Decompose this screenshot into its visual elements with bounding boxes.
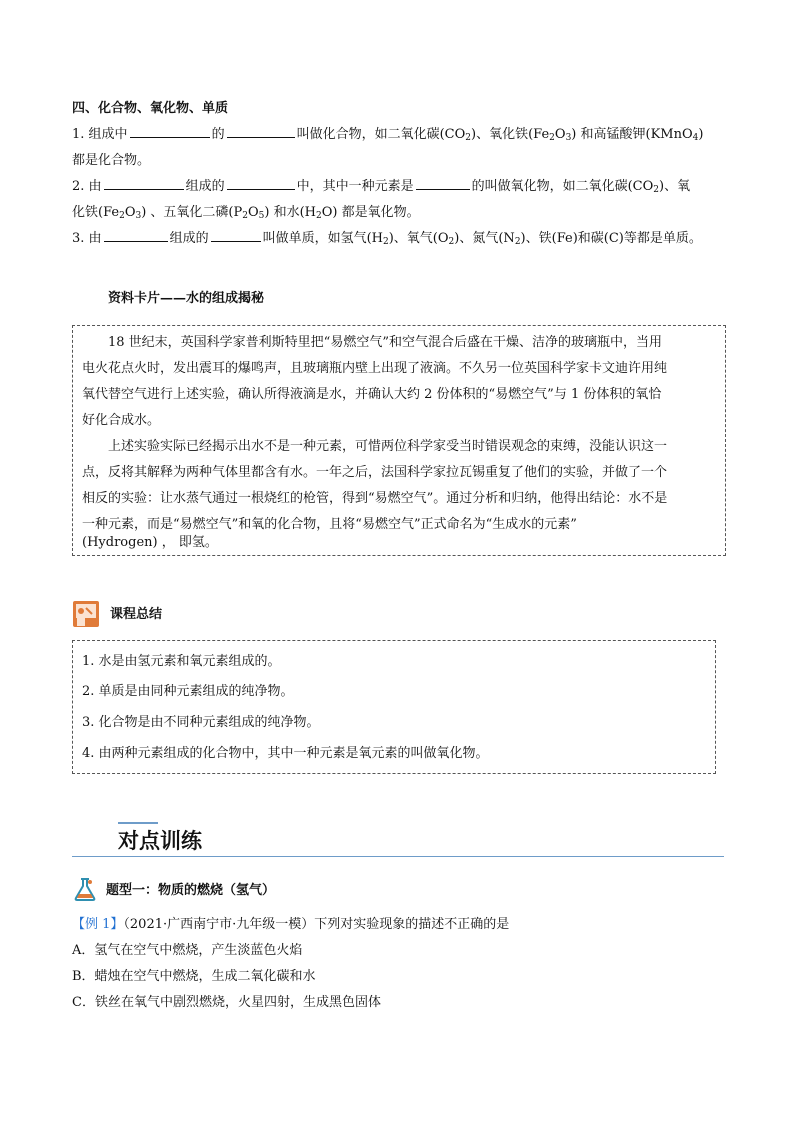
item-text: O) 都是氧化物。 bbox=[321, 205, 420, 220]
item-text: ) bbox=[698, 127, 704, 142]
item-2-line-1 bbox=[72, 174, 732, 203]
summary-item: 2. 单质是由同种元素组成的纯净物。 bbox=[82, 684, 294, 699]
item-text: 组成中 bbox=[88, 127, 128, 142]
item-text: ) 和水(H bbox=[264, 205, 317, 220]
card-para-line: (Hydrogen) ， 即氢。 bbox=[82, 535, 218, 550]
option-b[interactable]: B．蜡烛在空气中燃烧，生成二氧化碳和水 bbox=[72, 969, 316, 984]
subscript: 2 bbox=[448, 237, 455, 247]
card-para-line: 电火花点火时，发出震耳的爆鸣声，且玻璃瓶内壁上出现了液滴。不久另一位英国科学家卡文迪许用纯 bbox=[82, 361, 668, 376]
item-text: 的 bbox=[211, 127, 225, 142]
item-text: 叫做单质，如氢气(H bbox=[262, 231, 383, 246]
fill-blank[interactable] bbox=[227, 175, 295, 190]
card-para-line: 点，反将其解释为两种气体里都含有水。一年之后，法国科学家拉瓦锡重复了他们的实验，并做了一个 bbox=[82, 465, 668, 480]
item-text: )、铁(Fe)和碳(C)等都是单质。 bbox=[520, 231, 702, 246]
item-text: ) 、五氧化二磷(P bbox=[141, 205, 243, 220]
option-a[interactable]: A．氢气在空气中燃烧，产生淡蓝色火焰 bbox=[72, 943, 303, 958]
summary-item: 4. 由两种元素组成的化合物中，其中一种元素是氧元素的叫做氧化物。 bbox=[82, 746, 489, 761]
card-para-line: 好化合成水。 bbox=[82, 413, 161, 428]
example-question bbox=[72, 912, 509, 938]
title-divider bbox=[72, 856, 724, 857]
option-c[interactable]: C．铁丝在氧气中剧烈燃烧，火星四射，生成黑色固体 bbox=[72, 995, 381, 1010]
subscript: 2 bbox=[653, 185, 660, 195]
flask-icon bbox=[72, 876, 98, 902]
card-para-line: 18 世纪末，英国科学家普利斯特里把“易燃空气”和空气混合后盛在干燥、洁净的玻璃瓶中，当用 bbox=[108, 335, 662, 350]
item-text: O bbox=[554, 127, 566, 142]
fill-blank[interactable] bbox=[130, 123, 210, 138]
item-number: 1. bbox=[72, 127, 85, 142]
card-para-line: 相反的实验：让水蒸气通过一根烧红的枪管，得到“易燃空气”。通过分析和归纳，他得出结论：水不是 bbox=[82, 491, 668, 506]
example-source: （2021·广西南宁市·九年级一模）下列对实验现象的描述不正确的是 bbox=[123, 917, 510, 932]
item-text: 由 bbox=[88, 179, 102, 194]
subscript: 2 bbox=[119, 211, 125, 221]
item-text: )、氧化铁(Fe bbox=[471, 127, 550, 142]
subscript: 3 bbox=[565, 133, 572, 143]
card-para-line: 氧代替空气进行上述实验，确认所得液滴是水，并确认大约 2 份体积的“易燃空气”与 1 份体积的氧恰 bbox=[82, 387, 662, 402]
subscript: 2 bbox=[549, 133, 555, 143]
item-text: 化铁(Fe bbox=[72, 205, 120, 220]
example-tag: 【例 1】 bbox=[72, 917, 124, 932]
item-text: )、氮气(N bbox=[454, 231, 515, 246]
card-title: 资料卡片——水的组成揭秘 bbox=[108, 291, 265, 306]
item-text: O bbox=[124, 205, 136, 220]
section-heading: 四、化合物、氧化物、单质 bbox=[72, 101, 229, 116]
subscript: 2 bbox=[465, 133, 471, 143]
subscript: 2 bbox=[514, 237, 521, 247]
subscript: 3 bbox=[135, 211, 142, 221]
fill-blank[interactable] bbox=[227, 123, 295, 138]
fill-blank[interactable] bbox=[104, 175, 184, 190]
item-text: 叫做化合物，如二氧化碳(CO bbox=[296, 127, 466, 142]
item-3-line-1 bbox=[72, 226, 732, 255]
item-text: 由 bbox=[88, 231, 102, 246]
item-number: 2. bbox=[72, 179, 85, 194]
subscript: 4 bbox=[692, 133, 699, 143]
item-2-line-2 bbox=[72, 200, 732, 229]
summary-title: 课程总结 bbox=[110, 607, 163, 622]
item-text: 中，其中一种元素是 bbox=[296, 179, 414, 194]
item-text: 组成的 bbox=[185, 179, 225, 194]
subscript: 2 bbox=[242, 211, 248, 221]
teacher-icon bbox=[72, 600, 100, 628]
item-text: )、氧气(O bbox=[388, 231, 449, 246]
training-title: 对点训练 bbox=[118, 828, 202, 853]
fill-blank[interactable] bbox=[104, 227, 168, 242]
item-text: 的叫做氧化物，如二氧化碳(CO bbox=[471, 179, 654, 194]
summary-item: 1. 水是由氢元素和氧元素组成的。 bbox=[82, 654, 281, 669]
item-text: 组成的 bbox=[169, 231, 209, 246]
subscript: 2 bbox=[316, 211, 322, 221]
card-para-line: 上述实验实际已经揭示出水不是一种元素，可惜两位科学家受当时错误观念的束缚，没能认识这一 bbox=[108, 439, 668, 454]
summary-item: 3. 化合物是由不同种元素组成的纯净物。 bbox=[82, 715, 320, 730]
subscript: 5 bbox=[258, 211, 265, 221]
fill-blank[interactable] bbox=[211, 227, 261, 242]
item-1-line-1 bbox=[72, 122, 732, 151]
subscript: 2 bbox=[383, 237, 389, 247]
item-text: )、氧 bbox=[659, 179, 691, 194]
item-text: ) 和高锰酸钾(KMnO bbox=[571, 127, 693, 142]
item-text: O bbox=[247, 205, 259, 220]
item-number: 3. bbox=[72, 231, 85, 246]
question-type-label: 题型一：物质的燃烧（氢气） bbox=[106, 883, 276, 898]
item-1-line-2: 都是化合物。 bbox=[72, 153, 151, 168]
fill-blank[interactable] bbox=[416, 175, 470, 190]
card-para-line: 一种元素，而是“易燃空气”和氧的化合物，且将“易燃空气”正式命名为“生成水的元素” bbox=[82, 517, 577, 532]
title-accent-rule bbox=[118, 822, 158, 824]
